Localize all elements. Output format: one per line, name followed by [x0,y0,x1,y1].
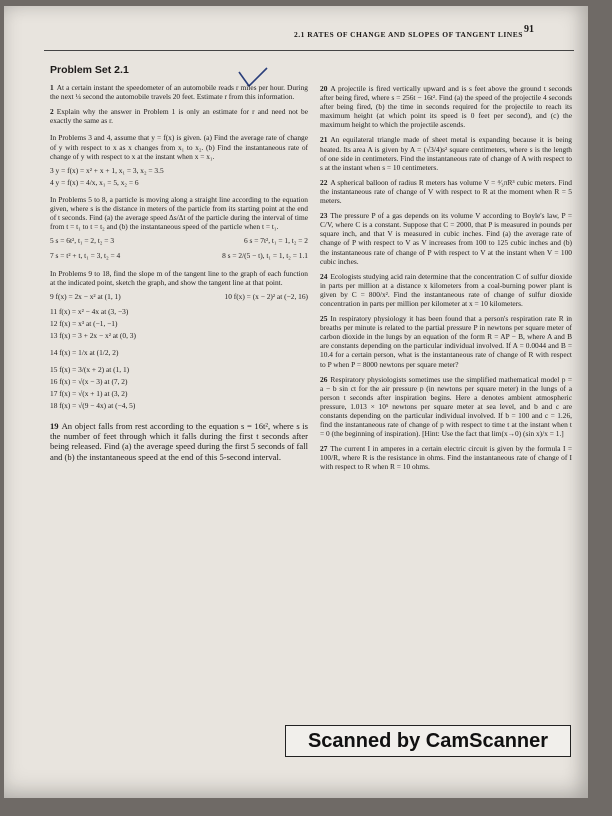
problem-4: 4 y = f(x) = 4/x, x₁ = 5, x₂ = 6 [50,177,139,187]
problem-text: Respiratory physiologists sometimes use the simplified mathematical model p = a − b sin ct for the air pressure p (in newtons per square meter) in the lungs of a person t seconds after inspiration begins. Here a denotes ambient atmospheric pressure, 1.013 × 10⁵ newtons per square meter at sea level, and b and c are constants depending on the particular individual involved. If b = 100 and c = 1.26, find the instantaneous rate of change of p with respect to time t at the instant when t = 0 (the beginning of inspiration). [Hint: Use the fact that lim(x→0) (sin x)/x = 1.] [320,374,572,439]
problem-19 [50,421,308,463]
problem-3: 3 y = f(x) = x² + x + 1, x₁ = 3, x₂ = 3.5 [50,165,164,175]
problem-9: 9 f(x) = 2x − x² at (1, 1) [50,291,121,301]
problem-22 [320,178,572,205]
problem-13: 13 f(x) = 3 + 2x − x² at (0, 3) [50,330,136,340]
problem-text: Explain why the answer in Problem 1 is only an estimate for r and need not be exactly the same as r. [50,107,308,126]
problem-text: A spherical balloon of radius R meters has volume V = ⁴⁄₃πR³ cubic meters. Find the instantaneous rate of change of V with respect to R at the moment when R = 5 meters. [320,177,572,206]
problem-2 [50,107,308,125]
problem-text: The pressure P of a gas depends on its volume V according to Boyle's law, P = C/V, where C is a constant. Suppose that C = 2000, that P is measured in pounds per square inch, and that V is measured in cubic inches. Find (a) the average rate of change of P with respect to V as V increases from 100 to 125 cubic inches and (b) the instantaneous rate of change of P with respect to V at the instant when V = 100 cubic inches. [320,211,572,266]
problem-16: 16 f(x) = √(x − 3) at (7, 2) [50,377,128,387]
problem-number: 25 [320,314,328,324]
problem-number: 2 [50,107,54,117]
problem-text: A projectile is fired vertically upward and is s feet above the ground t seconds after being fired, where s = 256t − 16t². Find (a) the speed of the projectile 4 seconds after being fired, (b) the time in seconds required for the projectile to reach its maximum height (at which point its speed is 0 feet per second), and (c) the maximum height to which the projectile ascends. [320,84,572,130]
problem-number: 22 [320,177,328,187]
section-instructions-3-4: In Problems 3 and 4, assume that y = f(x) is given. (a) Find the average rate of change of y with respect to x as x changes from x₁ to x₂. (b) Find the instantaneous rate of change of y with respect to x at the instant when x = x₁. [50,133,308,161]
problems-5-6-row [50,236,308,245]
left-column [50,62,308,462]
textbook-page [4,6,588,798]
problem-26 [320,375,572,439]
problem-text: In respiratory physiology it has been found that a person's respiration rate R in breaths per minute is related to the partial pressure P in newtons per square meter of carbon dioxide in the lungs by an equation of the form R = AP − B, where A and B are constants depending on the particular individual involved. If A = 0.0044 and B = 10.4 for a certain person, what is the instantaneous rate of change of R with respect to P when P = 8000 newtons per square meter? [320,314,572,369]
problem-18: 18 f(x) = √(9 − 4x) at (−4, 5) [50,401,136,411]
section-instructions-5-8: In Problems 5 to 8, a particle is moving along a straight line according to the equation given, where s is the distance in meters of the particle from its starting point at the end of t seconds. Find (a) the average speed Δs/Δt of the particle during the interval of time from t = t₁ to t = t₂ and (b) the instantaneous speed of the particle when t = t₁. [50,194,308,232]
problem-number: 21 [320,135,328,145]
problem-5: 5 s = 6t², t₁ = 2, t₂ = 3 [50,236,115,246]
problem-17: 17 f(x) = √(x + 1) at (3, 2) [50,389,128,399]
problems-7-8-row [50,251,308,260]
page-number: 91 [524,24,534,35]
problem-number: 26 [320,374,328,384]
problem-text: At a certain instant the speedometer of an automobile reads r miles per hour. During the next ¼ second the automobile travels 20 feet. Estimate r from this information. [50,83,308,102]
problem-number: 20 [320,84,328,93]
problem-number: 23 [320,211,328,221]
problem-25 [320,314,572,369]
problem-20 [320,84,572,129]
problem-text: An object falls from rest according to the equation s = 16t², where s is the number of feet through which it falls during the first t seconds after being released. Find (a) the average speed during the first 5 seconds of fall and (b) the instantaneous speed at the end of this 5-second interval. [50,420,308,462]
camscanner-watermark: Scanned by CamScanner [285,725,571,757]
problem-number: 19 [50,420,59,431]
problem-1 [50,83,308,101]
problem-text: Ecologists studying acid rain determine that the concentration C of sulfur dioxide in parts per million at a distance x kilometers from a coal-burning power plant is given by C = 800/x². Find the instantaneous rate of change of sulfur dioxide concentration in parts per million per kilometer at x = 10 kilometers. [320,271,572,308]
running-head: 2.1 RATES OF CHANGE AND SLOPES OF TANGENT LINES [294,30,523,39]
problem-set-title: Problem Set 2.1 [50,64,129,76]
problem-24 [320,272,572,308]
problem-23 [320,211,572,266]
problems-9-10-row [50,292,308,301]
problem-8: 8 s = 2/(5 − t), t₁ = 1, t₂ = 1.1 [222,251,308,261]
problem-14: 14 f(x) = 1/x at (1/2, 2) [50,348,119,358]
problem-number: 24 [320,271,328,281]
problem-21 [320,135,572,171]
problem-text: An equilateral triangle made of sheet metal is expanding because it is being heated. Its area A is given by A = (√3/4)s² square centimeters, where s is the length of one side in centimeters. Find the instantaneous rate of change of A with respect to s at the instant when s = 10 centimeters. [320,135,572,172]
problem-10: 10 f(x) = (x − 2)² at (−2, 16) [224,291,308,301]
problem-12: 12 f(x) = x³ at (−1, −1) [50,318,118,328]
problem-6: 6 s = 7t², t₁ = 1, t₂ = 2 [243,236,308,246]
problem-27 [320,444,572,471]
problem-15: 15 f(x) = 3/(x + 2) at (1, 1) [50,365,130,375]
problem-11: 11 f(x) = x² − 4x at (3, −3) [50,306,129,316]
problem-text: The current I in amperes in a certain electric circuit is given by the formula I = 100/R, where R is the resistance in ohms. Find the instantaneous rate of change of I with respect to R when R = 10 ohms. [320,444,572,472]
right-column [320,62,572,478]
page-header [4,24,588,44]
section-instructions-9-18: In Problems 9 to 18, find the slope m of the tangent line to the graph of each function at the indicated point, sketch the graph, and show the tangent line at that point. [50,268,308,287]
problem-number: 27 [320,444,328,454]
problem-7: 7 s = t² + t, t₁ = 3, t₂ = 4 [50,251,121,261]
problem-number: 1 [50,83,54,93]
header-rule [44,50,574,51]
